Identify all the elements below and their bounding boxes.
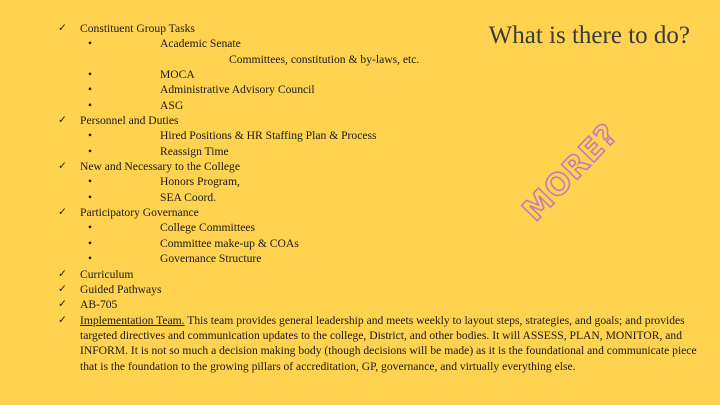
list-item: ✓ Curriculum	[58, 267, 134, 281]
bullet-icon: •	[88, 190, 93, 204]
more-wordart: MORE?	[515, 116, 626, 229]
list-detail: Committees, constitution & by-laws, etc.	[229, 52, 420, 66]
check-icon: ✓	[58, 313, 67, 326]
check-icon: ✓	[58, 282, 67, 295]
list-subitem: • MOCA	[88, 68, 195, 82]
list-subitem: • Committee make-up & COAs	[88, 236, 299, 250]
bullet-icon: •	[88, 175, 93, 189]
list-subitem: • Administrative Advisory Council	[88, 83, 315, 97]
bullet-icon: •	[88, 83, 93, 97]
list-subitem: • SEA Coord.	[88, 190, 217, 204]
bullet-icon: •	[88, 252, 93, 266]
bullet-icon: •	[88, 221, 93, 235]
list-subitem: • ASG	[88, 98, 184, 112]
implementation-text: This team provides general leadership and meets weekly to layout steps, strategies, and goals; and provides targeted directives and communication updates to the college, District, and other bodies. It will ASSESS, PLAN, MONITOR, and INFORM. It is not so much a decision making body (though decisions will be made) as it is the foundational and communicate piece that is the foundation to the growing pillars of accreditation, GP, governance, and virtually everything else.	[80, 313, 697, 373]
implementation-heading: Implementation Team.	[80, 313, 185, 327]
check-icon: ✓	[58, 298, 67, 311]
check-icon: ✓	[58, 206, 67, 219]
check-icon: ✓	[58, 160, 67, 173]
list-subitem: • Reassign Time	[88, 144, 229, 158]
implementation-paragraph	[58, 313, 698, 374]
list-item: ✓ AB-705	[58, 298, 118, 312]
check-icon: ✓	[58, 114, 67, 127]
bullet-icon: •	[88, 68, 93, 82]
bullet-icon: •	[88, 37, 93, 51]
list-subitem: • Governance Structure	[88, 252, 262, 266]
bullet-icon: •	[88, 129, 93, 143]
list-item: ✓ New and Necessary to the College	[58, 160, 241, 174]
bullet-icon: •	[88, 144, 93, 158]
list-subitem: • Academic Senate	[88, 37, 241, 51]
list-item: ✓ Participatory Governance	[58, 206, 199, 220]
list-subitem: • Hired Positions & HR Staffing Plan & Process	[88, 129, 377, 143]
bullet-icon: •	[88, 98, 93, 112]
list-item: ✓ Personnel and Duties	[58, 114, 179, 128]
list-subitem: • Honors Program,	[88, 175, 240, 189]
list-item: ✓ Constituent Group Tasks	[58, 22, 195, 35]
task-list	[58, 21, 698, 374]
list-subitem: • College Committees	[88, 221, 255, 235]
list-item: ✓ Guided Pathways	[58, 282, 162, 296]
check-icon: ✓	[58, 22, 67, 34]
bullet-icon: •	[88, 236, 93, 250]
check-icon: ✓	[58, 267, 67, 280]
slide-title: What is there to do?	[488, 22, 690, 49]
